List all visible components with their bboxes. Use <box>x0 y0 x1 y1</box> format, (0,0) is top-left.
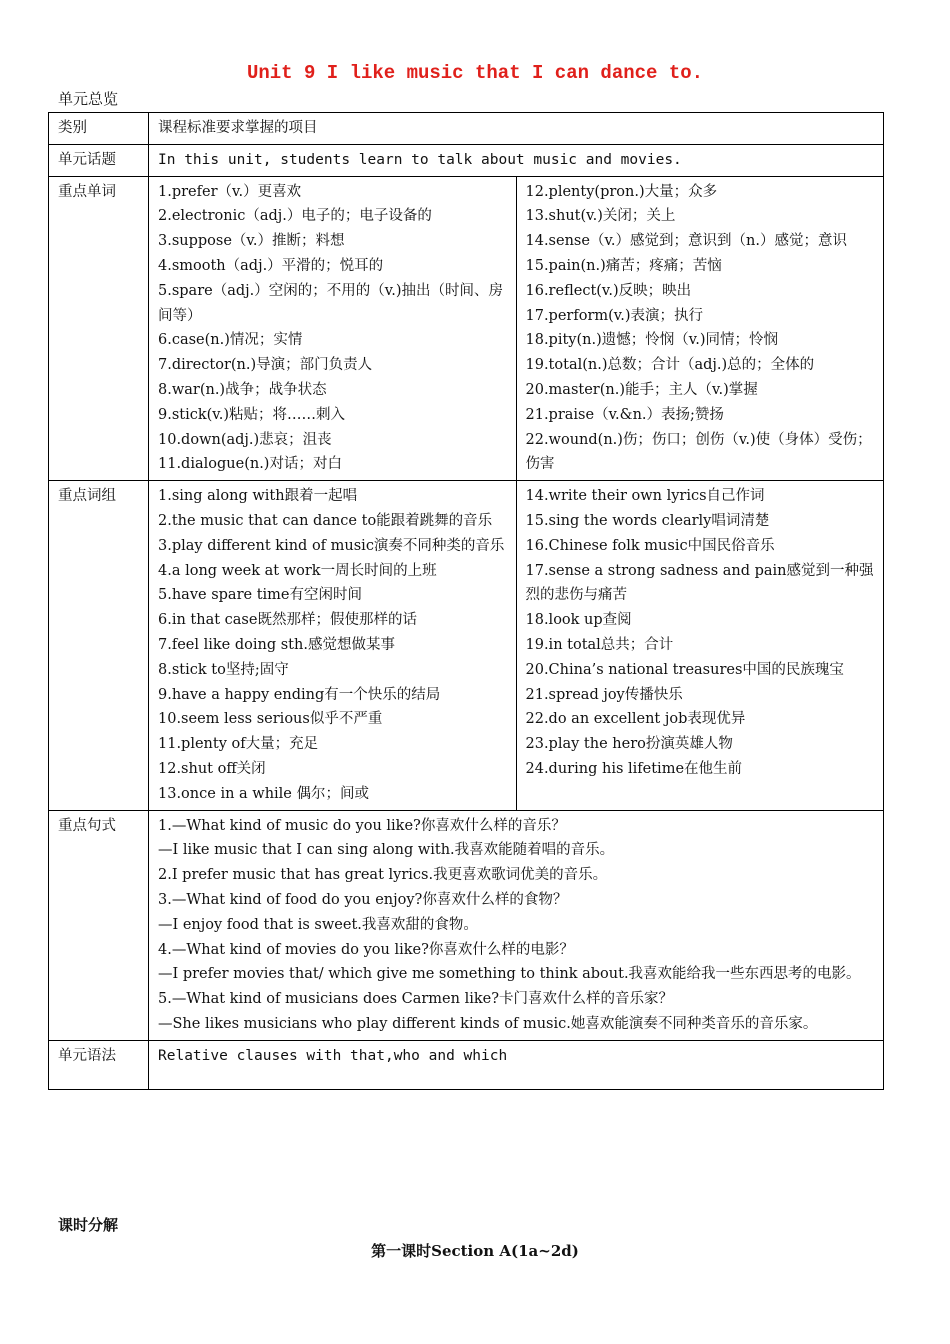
list-item: 12.plenty(pron.)大量；众多 <box>525 183 718 200</box>
list-item: 19.total(n.)总数；合计（adj.)总的；全体的 <box>525 357 815 374</box>
list-item: 18.pity(n.)遗憾；怜悯（v.)同情；怜悯 <box>525 332 778 349</box>
list-item: 5.have spare time有空闲时间 <box>158 587 362 604</box>
list-item: 23.play the hero扮演英雄人物 <box>525 736 733 753</box>
list-item: 3.play different kind of music演奏不同种类的音乐 <box>158 537 505 554</box>
unit-overview-table <box>48 112 884 1090</box>
list-item: 2.the music that can dance to能跟着跳舞的音乐 <box>158 512 493 529</box>
words-row <box>49 176 884 481</box>
words-left-cell <box>149 176 517 481</box>
list-item: 16.Chinese folk music中国民俗音乐 <box>525 537 775 554</box>
list-item: 16.reflect(v.)反映；映出 <box>525 282 692 299</box>
header-category: 类别 <box>49 113 149 145</box>
phrases-left-cell <box>149 481 517 810</box>
list-item: 17.sense a strong sadness and pain感觉到一种强烈的悲伤与痛苦 <box>525 562 874 604</box>
list-item: 6.in that case既然那样；假使那样的话 <box>158 612 417 629</box>
list-item: 24.during his lifetime在他生前 <box>525 760 743 777</box>
list-item: 7.feel like doing sth.感觉想做某事 <box>158 636 395 653</box>
list-item: 1.—What kind of music do you like?你喜欢什么样的音乐？ <box>158 817 566 834</box>
document-title: Unit 9 I like music that I can dance to. <box>246 62 704 84</box>
sentences-label: 重点句式 <box>49 810 149 1040</box>
topic-text: In this unit, students learn to talk about music and movies. <box>149 144 884 176</box>
words-right-cell <box>516 176 884 481</box>
list-item: 3.suppose（v.）推断；料想 <box>158 233 345 250</box>
phrases-right-cell <box>516 481 884 810</box>
list-item: 20.master(n.)能手；主人（v.)掌握 <box>525 381 758 398</box>
list-item: —I prefer movies that/ which give me something to think about.我喜欢能给我一些东西思考的电影。 <box>158 966 861 983</box>
list-item: 4.—What kind of movies do you like?你喜欢什么样的电影？ <box>158 941 574 958</box>
list-item: 17.perform(v.)表演；执行 <box>525 307 704 324</box>
list-item: 11.plenty of大量；充足 <box>158 736 319 753</box>
list-item: 12.shut off关闭 <box>158 760 266 777</box>
list-item: 22.do an excellent job表现优异 <box>525 711 746 728</box>
list-item: 2.I prefer music that has great lyrics.我更喜欢歌词优美的音乐。 <box>158 867 608 884</box>
list-item: 9.stick(v.)粘贴；将……刺入 <box>158 406 346 423</box>
phrases-row <box>49 481 884 810</box>
list-item: 1.sing along with跟着一起唱 <box>158 488 358 505</box>
list-item: 2.electronic（adj.）电子的；电子设备的 <box>158 208 432 225</box>
list-item: 7.director(n.)导演；部门负责人 <box>158 357 373 374</box>
list-item: 21.spread joy传播快乐 <box>525 686 683 703</box>
list-item: 19.in total总共；合计 <box>525 636 674 653</box>
overview-label: 单元总览 <box>58 90 119 108</box>
list-item: 4.smooth（adj.）平滑的；悦耳的 <box>158 257 384 274</box>
table-header-row <box>49 113 884 145</box>
list-item: 8.war(n.)战争；战争状态 <box>158 381 327 398</box>
list-item: 5.—What kind of musicians does Carmen like?卡门喜欢什么样的音乐家？ <box>158 991 673 1008</box>
list-item: 10.down(adj.)悲哀；沮丧 <box>158 431 332 448</box>
sentences-cell <box>149 810 884 1040</box>
list-item: 4.a long week at work一周长时间的上班 <box>158 562 437 579</box>
list-item: 1.prefer（v.）更喜欢 <box>158 183 302 200</box>
topic-label: 单元话题 <box>49 144 149 176</box>
list-item: —I enjoy food that is sweet.我喜欢甜的食物。 <box>158 916 478 933</box>
lesson-breakdown-heading: 课时分解 <box>58 1216 119 1234</box>
list-item: 21.praise（v.&n.）表扬;赞扬 <box>525 406 724 423</box>
list-item: 22.wound(n.)伤；伤口；创伤（v.)使（身体）受伤；伤害 <box>525 431 872 473</box>
list-item: 13.once in a while 偶尔；间或 <box>158 785 369 802</box>
list-item: 9.have a happy ending有一个快乐的结局 <box>158 686 441 703</box>
words-label: 重点单词 <box>49 176 149 481</box>
list-item: 14.write their own lyrics自己作词 <box>525 488 765 505</box>
grammar-text: Relative clauses with that,who and which <box>149 1040 884 1089</box>
list-item: 3.—What kind of food do you enjoy?你喜欢什么样的食物？ <box>158 891 568 908</box>
list-item: —She likes musicians who play different kinds of music.她喜欢能演奏不同种类音乐的音乐家。 <box>158 1015 818 1032</box>
list-item: 11.dialogue(n.)对话；对白 <box>158 456 342 473</box>
list-item: 6.case(n.)情况；实情 <box>158 332 303 349</box>
list-item: 20.China’s national treasures中国的民族瑰宝 <box>525 661 844 678</box>
topic-row <box>49 144 884 176</box>
header-items: 课程标准要求掌握的项目 <box>149 113 884 145</box>
list-item: —I like music that I can sing along with.我喜欢能随着唱的音乐。 <box>158 842 615 859</box>
grammar-row <box>49 1040 884 1089</box>
list-item: 15.pain(n.)痛苦；疼痛；苦恼 <box>525 257 722 274</box>
list-item: 10.seem less serious似乎不严重 <box>158 711 383 728</box>
phrases-label: 重点词组 <box>49 481 149 810</box>
list-item: 8.stick to坚持;固守 <box>158 661 289 678</box>
sentences-row <box>49 810 884 1040</box>
list-item: 5.spare（adj.）空闲的；不用的（v.)抽出（时间、房间等） <box>158 282 503 324</box>
list-item: 13.shut(v.)关闭；关上 <box>525 208 676 225</box>
grammar-label: 单元语法 <box>49 1040 149 1089</box>
lesson-one-heading: 第一课时Section A(1a~2d) <box>371 1242 579 1260</box>
list-item: 18.look up查阅 <box>525 612 632 629</box>
list-item: 14.sense（v.）感觉到；意识到（n.）感觉；意识 <box>525 233 847 250</box>
list-item: 15.sing the words clearly唱词清楚 <box>525 512 770 529</box>
